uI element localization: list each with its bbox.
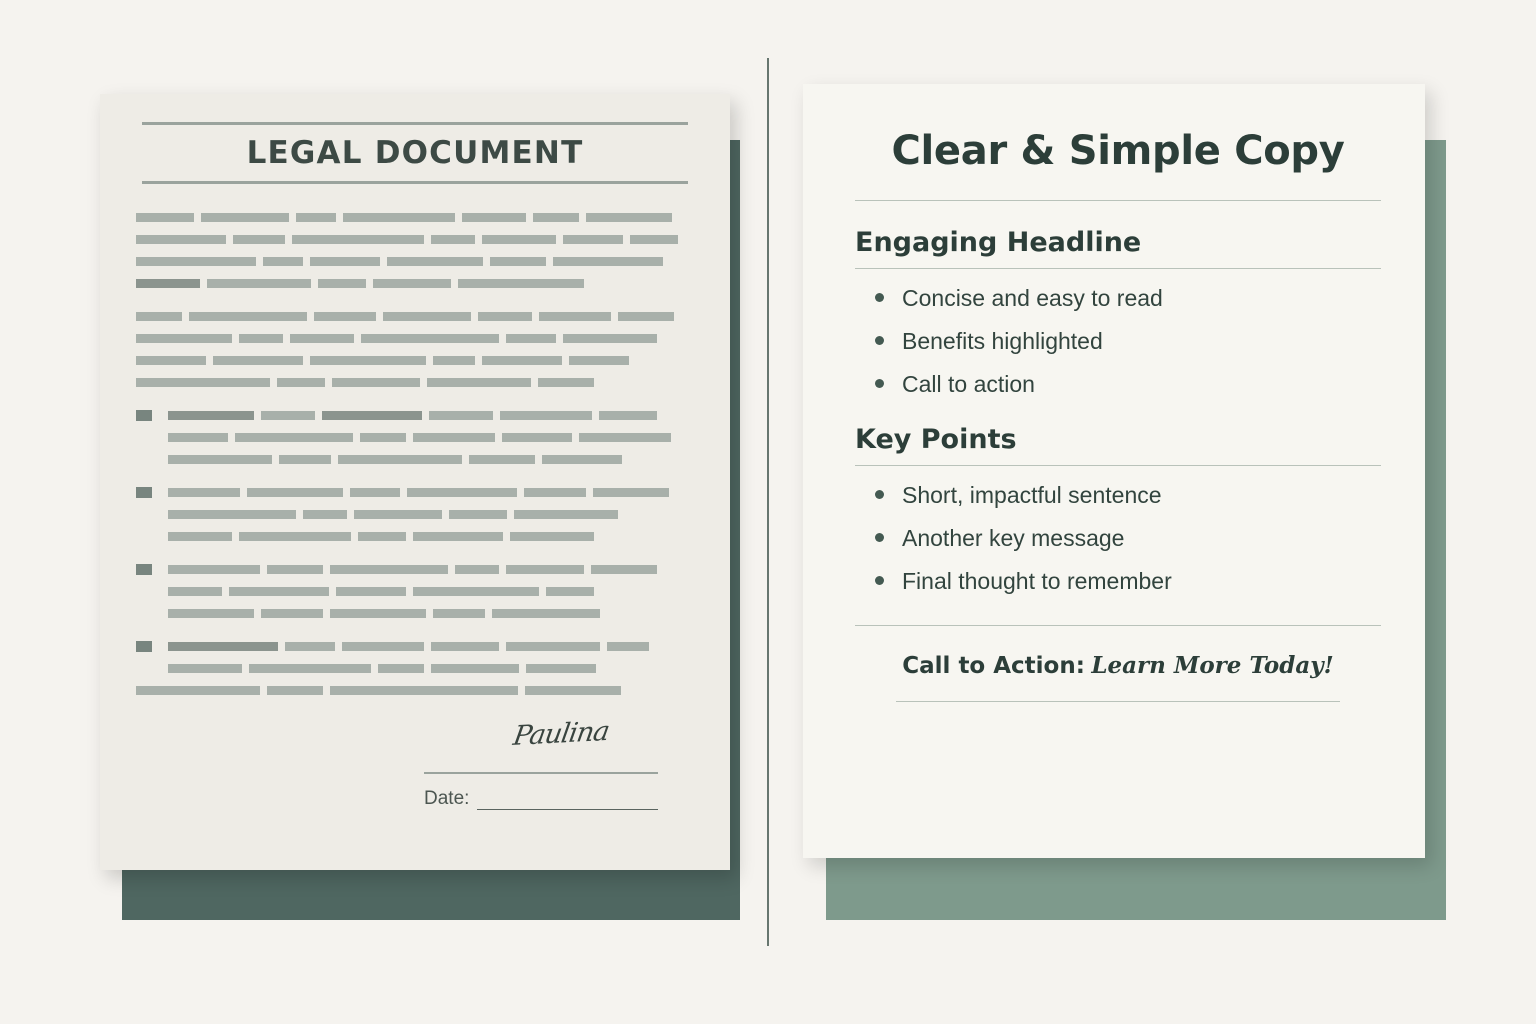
text-line xyxy=(136,331,694,346)
text-line xyxy=(136,507,694,522)
section-heading: Engaging Headline xyxy=(855,227,1381,269)
text-line xyxy=(136,661,694,676)
list-item-label: Another key message xyxy=(902,525,1125,551)
bullet-marker xyxy=(136,487,152,498)
clear-copy-page xyxy=(803,84,1425,858)
legal-document-body xyxy=(136,210,694,698)
bullet-line xyxy=(136,639,694,654)
list-item xyxy=(855,285,1381,312)
call-to-action-block xyxy=(855,625,1381,702)
text-line xyxy=(136,276,694,291)
text-line xyxy=(136,232,694,247)
call-to-action[interactable] xyxy=(896,652,1339,702)
bullet-dot-icon xyxy=(875,293,884,302)
clear-copy-title: Clear & Simple Copy xyxy=(855,128,1381,201)
text-line xyxy=(136,430,694,445)
center-divider xyxy=(767,58,769,946)
cta-link-text[interactable]: Learn More Today! xyxy=(1091,652,1334,679)
signature-rule xyxy=(424,772,658,774)
text-line xyxy=(136,353,694,368)
section-key-points xyxy=(855,424,1381,595)
bullet-marker xyxy=(136,410,152,421)
text-line xyxy=(136,452,694,467)
text-line xyxy=(136,210,694,225)
text-line xyxy=(136,375,694,390)
list-item-label: Call to action xyxy=(902,371,1035,397)
bullet-dot-icon xyxy=(875,379,884,388)
bullet-dot-icon xyxy=(875,576,884,585)
list-item xyxy=(855,371,1381,398)
list-item-label: Short, impactful sentence xyxy=(902,482,1162,508)
text-line xyxy=(136,309,694,324)
list-item xyxy=(855,568,1381,595)
list-item-label: Benefits highlighted xyxy=(902,328,1103,354)
bullet-list xyxy=(855,482,1381,595)
bullet-line xyxy=(136,408,694,423)
date-field[interactable] xyxy=(172,788,658,810)
signature-block xyxy=(172,716,658,810)
bullet-dot-icon xyxy=(875,533,884,542)
signature: Paulina xyxy=(510,716,612,752)
section-engaging-headline xyxy=(855,227,1381,398)
bullet-marker xyxy=(136,564,152,575)
date-label: Date: xyxy=(424,788,470,809)
text-line xyxy=(136,584,694,599)
list-item xyxy=(855,328,1381,355)
list-item-label: Final thought to remember xyxy=(902,568,1172,594)
bullet-line xyxy=(136,562,694,577)
date-input-line[interactable] xyxy=(477,796,658,810)
text-line xyxy=(136,254,694,269)
bullet-list xyxy=(855,285,1381,398)
list-item xyxy=(855,482,1381,509)
cta-label: Call to Action: xyxy=(902,653,1085,679)
bullet-marker xyxy=(136,641,152,652)
text-line xyxy=(136,606,694,621)
text-line xyxy=(136,529,694,544)
bullet-dot-icon xyxy=(875,490,884,499)
bullet-line xyxy=(136,485,694,500)
legal-document-title: LEGAL DOCUMENT xyxy=(142,122,688,184)
bullet-dot-icon xyxy=(875,336,884,345)
text-line xyxy=(136,683,694,698)
section-heading: Key Points xyxy=(855,424,1381,466)
list-item-label: Concise and easy to read xyxy=(902,285,1163,311)
list-item xyxy=(855,525,1381,552)
legal-document-page xyxy=(100,94,730,870)
